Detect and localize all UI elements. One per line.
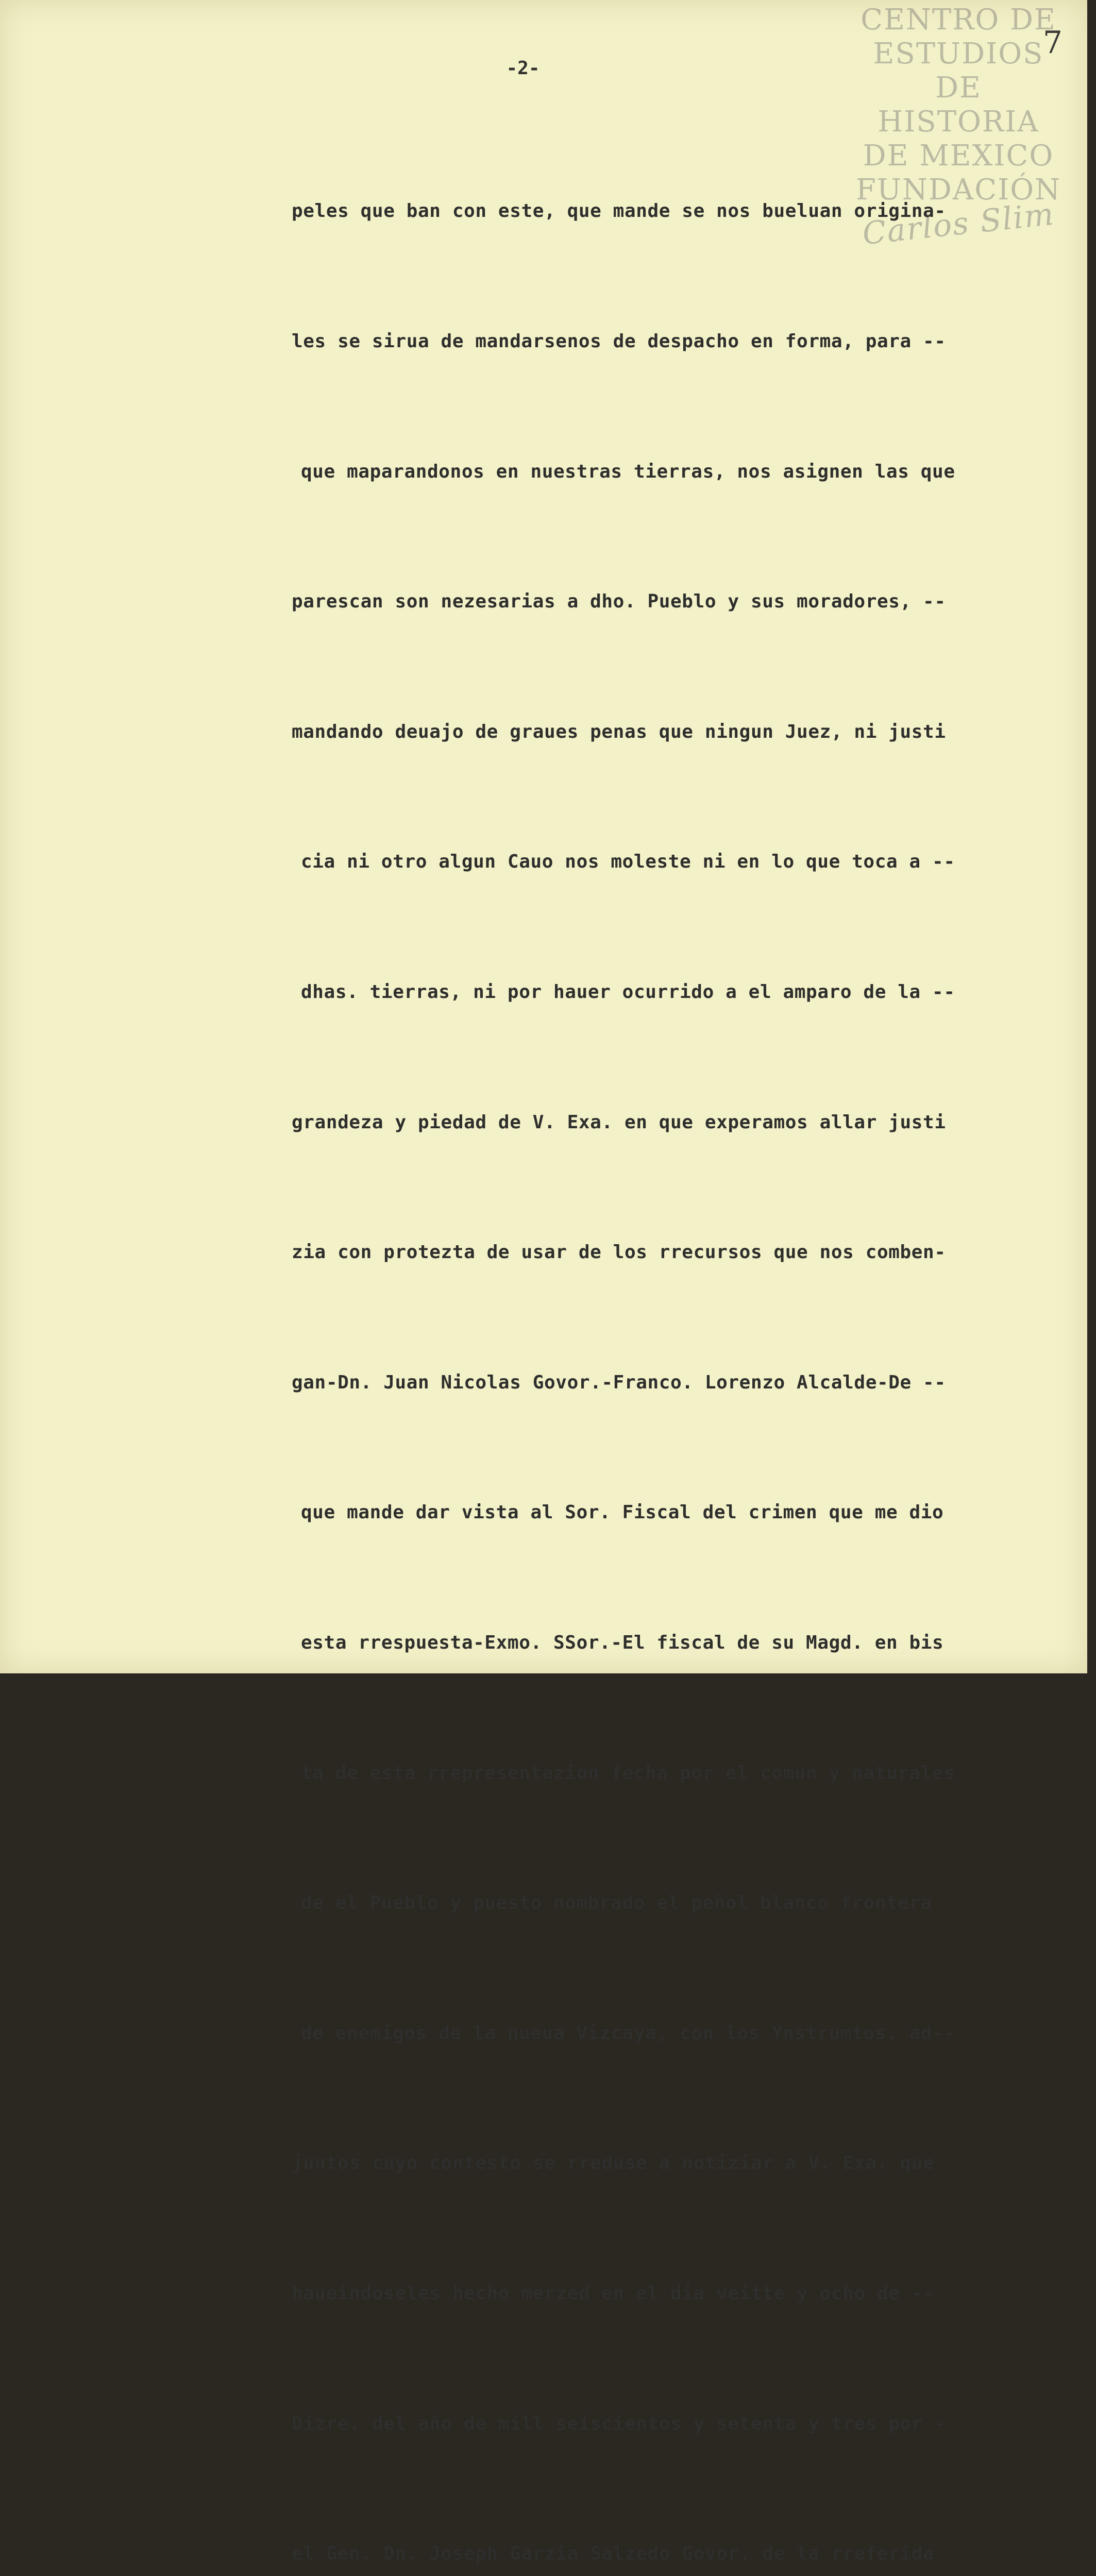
text-line: juntos cuyo contesto se rreduse a notiziar a V. Exa. que	[292, 2153, 935, 2174]
stamp-line: CENTRO DE	[861, 3, 1056, 37]
page-number: -2-	[506, 58, 540, 79]
folio-number: 7	[1042, 25, 1063, 61]
text-line: de el Pueblo y puesto nombrado el peñol blanco frontera	[301, 1892, 933, 1914]
text-line: dhas. tierras, ni por hauer ocurrido a el amparo de la --	[301, 981, 955, 1003]
text-line: zia con protezta de usar de los rrecursos que nos comben-	[292, 1242, 946, 1263]
stamp-signature: Carlos Slim	[861, 196, 1056, 252]
stamp-line: FUNDACIÓN	[855, 173, 1061, 207]
stamp-line: ESTUDIOS	[873, 37, 1044, 71]
stamp-line: DE MEXICO	[863, 139, 1054, 173]
text-line: esta rrespuesta-Exmo. SSor.-El fiscal de su Magd. en bis	[301, 1632, 944, 1653]
text-line: parescan son nezesarias a dho. Pueblo y sus moradores, --	[292, 591, 946, 613]
text-line: gan-Dn. Juan Nicolas Govor.-Franco. Lorenzo Alcalde-De --	[292, 1371, 946, 1393]
stamp-line: DE HISTORIA	[878, 71, 1039, 139]
text-line: de enemigos de la nueua Vizcaya, con los Ynstrumtos. ad--	[301, 2022, 955, 2044]
text-line: les se sirua de mandarsenos de despacho en forma, para --	[292, 331, 946, 352]
text-line: mandando deuajo de graues penas que ningun Juez, ni justi	[292, 721, 946, 742]
text-line: peles que ban con este, que mande se nos bueluan origina-	[292, 200, 946, 222]
text-line: grandeza y piedad de V. Exa. en que experamos allar justi	[292, 1111, 946, 1133]
text-line: el Gen. Dn. Joseph Garzia Salzedo Govor. de la rreferida	[292, 2543, 935, 2565]
text-line: ta de esta rrepresentazion fecha por el comun y naturales	[301, 1762, 955, 1784]
text-line: Dizre. del año de mill seiscientos y setenta y tres por -	[292, 2413, 946, 2434]
text-line: que maparandonos en nuestras tierras, nos asignen las que	[301, 461, 955, 482]
text-line: haueindoseles hecho merzed en el dia veitte y ocho de --	[292, 2282, 935, 2304]
text-line: que mande dar vista al Sor. Fiscal del crimen que me dio	[301, 1502, 944, 1523]
typed-body-text	[292, 103, 1044, 2576]
text-line: cia ni otro algun Cauo nos moleste ni en lo que toca a --	[301, 851, 955, 873]
